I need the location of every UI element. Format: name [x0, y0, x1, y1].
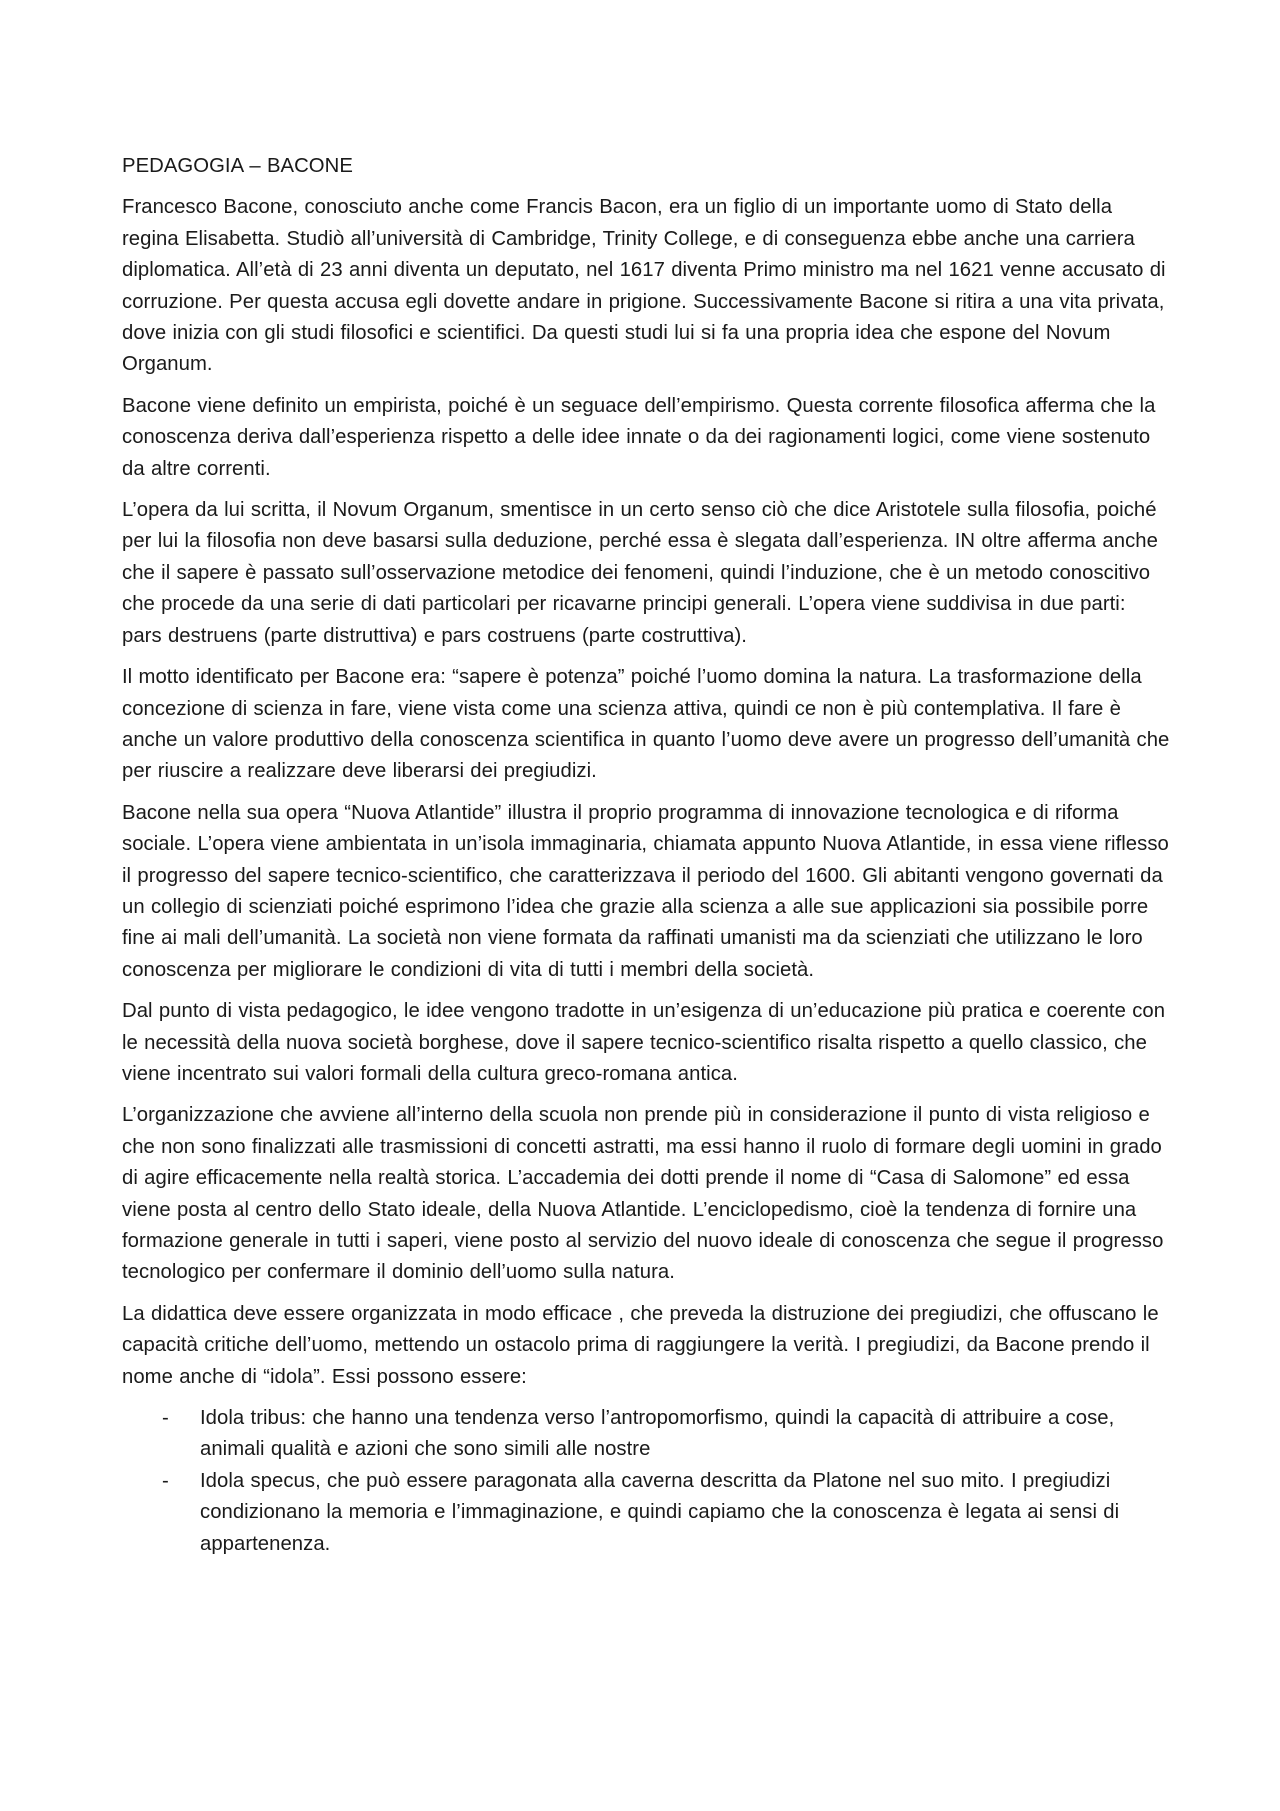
- document-page: [122, 151, 1170, 1560]
- document-title: PEDAGOGIA – BACONE: [122, 155, 353, 177]
- list-item-text: Idola tribus: che hanno una tendenza verso l’antropomorfismo, quindi la capacità di attribuire a cose, animali qualità e azioni che sono simili alle nostre: [200, 1407, 1115, 1461]
- paragraph-empiricism: Bacone viene definito un empirista, poiché è un seguace dell’empirismo. Questa corrente filosofica afferma che la conoscenza deriva dall’esperienza rispetto a delle idee innate o da dei ragionamenti logici, come viene sostenuto da altre correnti.: [122, 394, 1156, 480]
- bullet-dash: -: [162, 1407, 169, 1430]
- list-item-text: Idola specus, che può essere paragonata alla caverna descritta da Platone nel suo mito. I pregiudizi condizionano la memoria e l’immaginazione, e quindi capiamo che la conoscenza è legata ai sensi di appartenenza.: [200, 1469, 1120, 1555]
- list-item-idola-tribus: [122, 1403, 1170, 1466]
- paragraph-nuova-atlantide: Bacone nella sua opera “Nuova Atlantide” illustra il proprio programma di innovazione tecnologica e di riforma sociale. L’opera viene ambientata in un’isola immaginaria, chiamata appunto Nuova Atlantide, in essa viene riflesso il progresso del sapere tecnico-scientifico, che caratterizzava il periodo del 1600. Gli abitanti vengono governati da un collegio di scienziati poiché esprimono l’idea che grazie alla scienza a alle sue applicazioni sia possibile porre fine ai mali dell’umanità. La società non viene formata da raffinati umanisti ma da scienziati che utilizzano le loro conoscenza per migliorare le condizioni di vita di tutti i membri della società.: [122, 801, 1169, 981]
- paragraph-motto: Il motto identificato per Bacone era: “sapere è potenza” poiché l’uomo domina la natura. La trasformazione della concezione di scienza in fare, viene vista come una scienza attiva, quindi ce non è più contemplativa. Il fare è anche un valore produttivo della conoscenza scientifica in quanto l’uomo deve avere un progresso dell’umanità che per riuscire a realizzare deve liberarsi dei pregiudizi.: [122, 666, 1170, 783]
- paragraph-biography: Francesco Bacone, conosciuto anche come Francis Bacon, era un figlio di un importante uomo di Stato della regina Elisabetta. Studiò all’università di Cambridge, Trinity College, e di conseguenza ebbe anche una carriera diplomatica. All’età di 23 anni diventa un deputato, nel 1617 diventa Primo ministro ma nel 1621 venne accusato di corruzione. Per questa accusa egli dovette andare in prigione. Successivamente Bacone si ritira a una vita privata, dove inizia con gli studi filosofici e scientifici. Da questi studi lui si fa una propria idea che espone del Novum Organum.: [122, 196, 1166, 376]
- paragraph-didactics: La didattica deve essere organizzata in modo efficace , che preveda la distruzione dei pregiudizi, che offuscano le capacità critiche dell’uomo, mettendo un ostacolo prima di raggiungere la verità. I pregiudizi, da Bacone prendo il nome anche di “idola”. Essi possono essere:: [122, 1302, 1159, 1388]
- paragraph-novum-organum: L’opera da lui scritta, il Novum Organum, smentisce in un certo senso ciò che dice Aristotele sulla filosofia, poiché per lui la filosofia non deve basarsi sulla deduzione, perché essa è slegata dall’esperienza. IN oltre afferma anche che il sapere è passato sull’osservazione metodice dei fenomeni, quindi l’induzione, che è un metodo conoscitivo che procede da una serie di dati particolari per ricavarne principi generali. L’opera viene suddivisa in due parti: pars destruens (parte distruttiva) e pars costruens (parte costruttiva).: [122, 499, 1158, 647]
- idola-list: [122, 1403, 1170, 1560]
- bullet-dash: -: [162, 1469, 169, 1492]
- list-item-idola-specus: [122, 1466, 1170, 1560]
- paragraph-school-organization: L’organizzazione che avviene all’interno della scuola non prende più in considerazione il punto di vista religioso e che non sono finalizzati alle trasmissioni di concetti astratti, ma essi hanno il ruolo di formare degli uomini in grado di agire efficacemente nella realtà storica. L’accademia dei dotti prende il nome di “Casa di Salomone” ed essa viene posta al centro dello Stato ideale, della Nuova Atlantide. L’enciclopedismo, cioè la tendenza di fornire una formazione generale in tutti i saperi, viene posto al servizio del nuovo ideale di conoscenza che segue il progresso tecnologico per confermare il dominio dell’uomo sulla natura.: [122, 1104, 1164, 1284]
- paragraph-pedagogy: Dal punto di vista pedagogico, le idee vengono tradotte in un’esigenza di un’educazione più pratica e coerente con le necessità della nuova società borghese, dove il sapere tecnico-scientifico risalta rispetto a quello classico, che viene incentrato sui valori formali della cultura greco-romana antica.: [122, 1000, 1166, 1085]
